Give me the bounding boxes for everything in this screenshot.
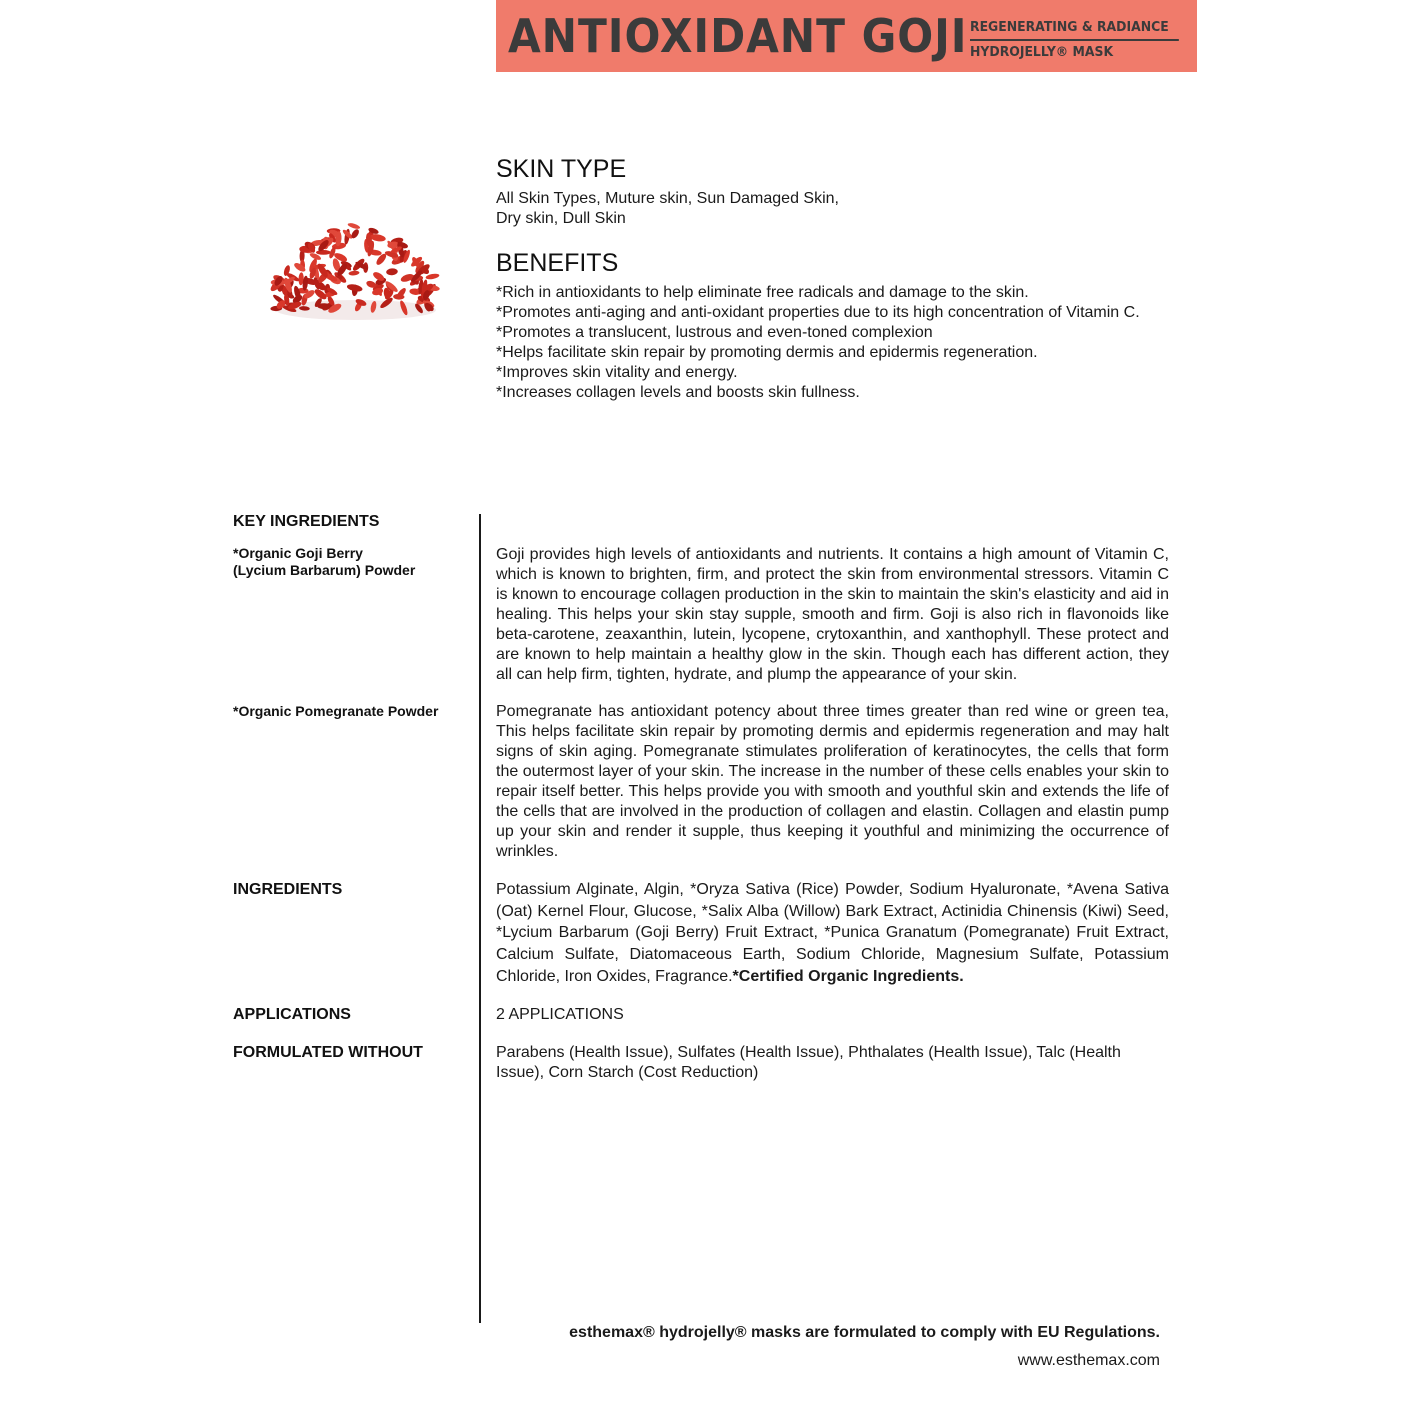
product-title: ANTIOXIDANT GOJI bbox=[508, 9, 968, 63]
benefit-item: *Increases collagen levels and boosts skin fullness. bbox=[496, 384, 860, 401]
skin-type-line: All Skin Types, Muture skin, Sun Damaged Skin, bbox=[496, 190, 839, 207]
product-subtitle bbox=[970, 17, 1197, 62]
goji-berry-shape bbox=[386, 268, 398, 276]
ingredient-name-goji bbox=[233, 545, 473, 579]
ingredient-description-pomegranate: Pomegranate has antioxidant potency about three times greater than red wine or green tea, This helps facilitate skin repair by promoting dermis and epidermis regeneration and may halt signs of skin aging. Pomegranate stimulates proliferation of keratinocytes, the cells that form the outermost layer of your skin. The increase in the number of these cells enables your skin to repair itself better. This helps provide you with smooth and youthful skin and extends the life of the cells that are involved in the production of collagen and elastin. Collagen and elastin pump up your skin and render it supple, thus keeping it youthful and minimizing the occurrence of wrinkles. bbox=[496, 703, 1169, 860]
skin-type-heading: SKIN TYPE bbox=[496, 155, 627, 183]
website-link[interactable]: www.esthemax.com bbox=[1017, 1352, 1160, 1369]
certified-organic-note: *Certified Organic Ingredients. bbox=[732, 967, 964, 985]
applications-value: 2 APPLICATIONS bbox=[496, 1006, 624, 1023]
benefit-item: *Rich in antioxidants to help eliminate free radicals and damage to the skin. bbox=[496, 284, 1029, 301]
ingredients-text bbox=[496, 879, 1169, 988]
ingredient-name-pomegranate: *Organic Pomegranate Powder bbox=[233, 703, 439, 719]
ingredient-name-line: *Organic Goji Berry bbox=[233, 545, 363, 561]
goji-berry-shape bbox=[316, 250, 331, 255]
goji-berry-shape bbox=[347, 222, 361, 230]
ingredient-name-line: (Lycium Barbarum) Powder bbox=[233, 562, 416, 578]
applications-heading: APPLICATIONS bbox=[233, 1006, 351, 1023]
formulated-without-heading: FORMULATED WITHOUT bbox=[233, 1044, 423, 1061]
header-banner bbox=[496, 0, 1197, 72]
benefit-item: *Improves skin vitality and energy. bbox=[496, 364, 738, 381]
benefit-item: *Promotes anti-aging and anti-oxidant properties due to its high concentration of Vitamin C. bbox=[496, 304, 1140, 321]
benefits-heading: BENEFITS bbox=[496, 249, 619, 277]
subtitle-line-1: REGENERATING & RADIANCE bbox=[970, 17, 1179, 41]
benefit-item: *Helps facilitate skin repair by promoting dermis and epidermis regeneration. bbox=[496, 344, 1038, 361]
ingredients-list: Potassium Alginate, Algin, *Oryza Sativa (Rice) Powder, Sodium Hyaluronate, *Avena Sativa (Oat) Kernel Flour, Glucose, *Salix Alba (Willow) Bark Extract, Actinidia Chinensis (Kiwi) Seed, *Lycium Barbarum (Goji Berry) Fruit Extract, *Punica Granatum (Pomegranate) Fruit Extract, Calcium Sulfate, Diatomaceous Earth, Sodium Chloride, Magnesium Sulfate, Potassium Chloride, Iron Oxides, Fragrance. bbox=[496, 881, 1169, 985]
benefits-list bbox=[496, 283, 1140, 403]
subtitle-line-2: HYDROJELLY® MASK bbox=[970, 44, 1114, 60]
compliance-statement: esthemax® hydrojelly® masks are formulated to comply with EU Regulations. bbox=[569, 1324, 1160, 1341]
goji-berries-image bbox=[268, 218, 444, 326]
goji-berry-shape bbox=[425, 273, 439, 280]
goji-berry-shape bbox=[348, 270, 359, 276]
formulated-without-text: Parabens (Health Issue), Sulfates (Health Issue), Phthalates (Health Issue), Talc (Health Issue), Corn Starch (Cost Reduction) bbox=[496, 1044, 1121, 1081]
key-ingredients-heading: KEY INGREDIENTS bbox=[233, 513, 380, 530]
skin-type-text bbox=[496, 189, 839, 229]
skin-type-line: Dry skin, Dull Skin bbox=[496, 210, 626, 227]
column-divider bbox=[479, 514, 481, 1323]
benefit-item: *Promotes a translucent, lustrous and even-toned complexion bbox=[496, 324, 933, 341]
ingredient-description-goji: Goji provides high levels of antioxidants and nutrients. It contains a high amount of Vitamin C, which is known to brighten, firm, and protect the skin from environmental stressors. Vitamin C is known to encourage collagen production in the skin to maintain the skin's elasticity and aid in healing. This helps your skin stay supple, smooth and firm. Goji is also rich in flavonoids like beta-carotene, zeaxanthin, lutein, lycopene, crytoxanthin, and xanthophyll. These protect and are known to help maintain a healthy glow in the skin. Though each has different action, they all can help firm, tighten, hydrate, and plump the appearance of your skin. bbox=[496, 546, 1169, 683]
ingredients-heading: INGREDIENTS bbox=[233, 881, 343, 898]
